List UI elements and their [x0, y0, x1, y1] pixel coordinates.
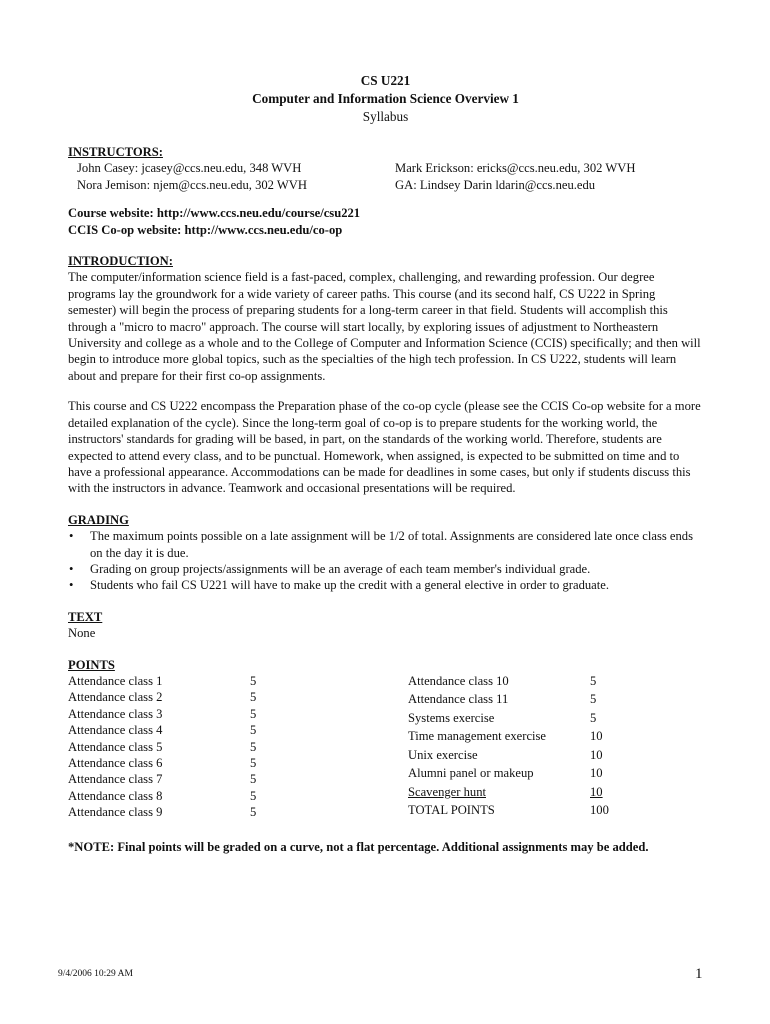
points-value: 5: [250, 690, 257, 705]
points-label: Scavenger hunt: [408, 784, 486, 799]
course-website-link[interactable]: Course website: http://www.ccs.neu.edu/course/csu221: [68, 206, 361, 221]
points-label: Attendance class 8: [68, 788, 163, 803]
points-value: 10: [590, 747, 603, 762]
points-section: [68, 657, 703, 821]
grading-item: • The maximum points possible on a late assignment will be 1/2 of total. Assignments are considered late once class ends on the day it is due.: [68, 528, 703, 561]
introduction-section: [68, 253, 703, 497]
instructor-casey: John Casey: jcasey@ccs.neu.edu, 348 WVH: [77, 161, 302, 176]
points-table-left: [68, 673, 408, 821]
grading-heading: GRADING: [68, 512, 129, 527]
ga-darin: GA: Lindsey Darin ldarin@ccs.neu.edu: [395, 177, 596, 192]
points-label: Attendance class 5: [68, 739, 163, 754]
footer-date: 9/4/2006 10:29 AM: [58, 969, 133, 979]
grading-section: [68, 512, 703, 594]
instructor-erickson: Mark Erickson: ericks@ccs.neu.edu, 302 WVH: [395, 161, 636, 176]
points-heading: POINTS: [68, 657, 115, 672]
points-value: 5: [250, 739, 257, 754]
points-label: Attendance class 11: [408, 692, 509, 707]
points-table-right: [408, 673, 640, 821]
points-value: 5: [590, 710, 597, 725]
page-number: 1: [695, 966, 703, 982]
points-label: Attendance class 2: [68, 690, 163, 705]
points-value: 10: [590, 766, 603, 781]
introduction-paragraph-2: This course and CS U222 encompass the Preparation phase of the co-op cycle (please see the CCIS Co-op website for a more detailed explanation of the cycle). Since the long-term goal of co-op is to prepare students for the working world, the instructors' standards for grading will be based, in part, on the standards of the working world. Therefore, students are expected to attend every class, and to be punctual. Homework, when assigned, is expected to be submitted on time and to have a professional appearance. Accommodations can be made for deadlines in some cases, but only if students discuss this with the instructors in advance. Teamwork and occasional presentations will be required.: [68, 399, 701, 496]
points-label: Attendance class 9: [68, 805, 163, 820]
points-label: Alumni panel or makeup: [408, 766, 534, 781]
introduction-heading: INTRODUCTION:: [68, 254, 173, 269]
points-value: 5: [250, 706, 257, 721]
points-value: 5: [250, 673, 257, 688]
points-label: Time management exercise: [408, 729, 547, 744]
points-label: Unix exercise: [408, 747, 478, 762]
document-subtitle: Syllabus: [362, 109, 409, 124]
points-label: Attendance class 4: [68, 723, 163, 738]
text-heading: TEXT: [68, 609, 103, 624]
title-block: [68, 72, 703, 126]
instructor-jemison: Nora Jemison: njem@ccs.neu.edu, 302 WVH: [77, 177, 307, 192]
instructors-heading: INSTRUCTORS:: [68, 145, 163, 159]
grading-item: • Students who fail CS U221 will have to make up the credit with a general elective in order to graduate.: [68, 577, 703, 593]
introduction-paragraph-1: The computer/information science field is a fast-paced, complex, challenging, and rewarding profession. Our degree programs lay the groundwork for a wide variety of career paths. This course (and its second half, CS U222 in Spring semester) will begin the process of preparing students for a long-term career in that field. Students will accomplish this through a "micro to macro" approach. The course will start locally, by exploring issues of adjustment to Northeastern University and college as a whole and to the College of Computer and Information Science (CCIS) specifically; and then will begin to introduce more global topics, such as the specialties of the high tech profession. In CS U222, students will learn about and prepare for their first co-op assignments.: [68, 270, 701, 383]
points-value: 5: [590, 673, 597, 688]
points-value: 10: [590, 729, 603, 744]
points-value: 5: [250, 723, 257, 738]
points-total-value: 100: [590, 803, 609, 818]
points-value: 5: [250, 772, 257, 787]
websites-section: [68, 205, 703, 238]
syllabus-page: [68, 72, 703, 856]
points-total-label: TOTAL POINTS: [408, 803, 495, 818]
grading-list: [68, 528, 703, 594]
text-section: [68, 609, 703, 642]
points-label: Attendance class 7: [68, 772, 163, 787]
grading-note: *NOTE: Final points will be graded on a curve, not a flat percentage. Additional assignments may be added.: [68, 839, 649, 854]
points-label: Attendance class 6: [68, 756, 163, 770]
points-label: Attendance class 10: [408, 673, 509, 688]
points-value: 5: [250, 805, 257, 820]
points-value: 5: [250, 756, 257, 770]
points-value: 5: [590, 692, 597, 707]
instructors-section: [68, 144, 703, 193]
points-value: 5: [250, 788, 257, 803]
points-label: Attendance class 3: [68, 706, 163, 721]
points-label: Attendance class 1: [68, 673, 163, 688]
points-value: 10: [590, 784, 603, 799]
points-label: Systems exercise: [408, 710, 495, 725]
coop-website-link[interactable]: CCIS Co-op website: http://www.ccs.neu.edu/co-op: [68, 222, 343, 237]
text-value: None: [68, 626, 96, 641]
grading-item: • Grading on group projects/assignments will be an average of each team member's individual grade.: [68, 561, 703, 577]
course-code: CS U221: [360, 73, 411, 88]
course-title: Computer and Information Science Overview 1: [252, 91, 519, 106]
